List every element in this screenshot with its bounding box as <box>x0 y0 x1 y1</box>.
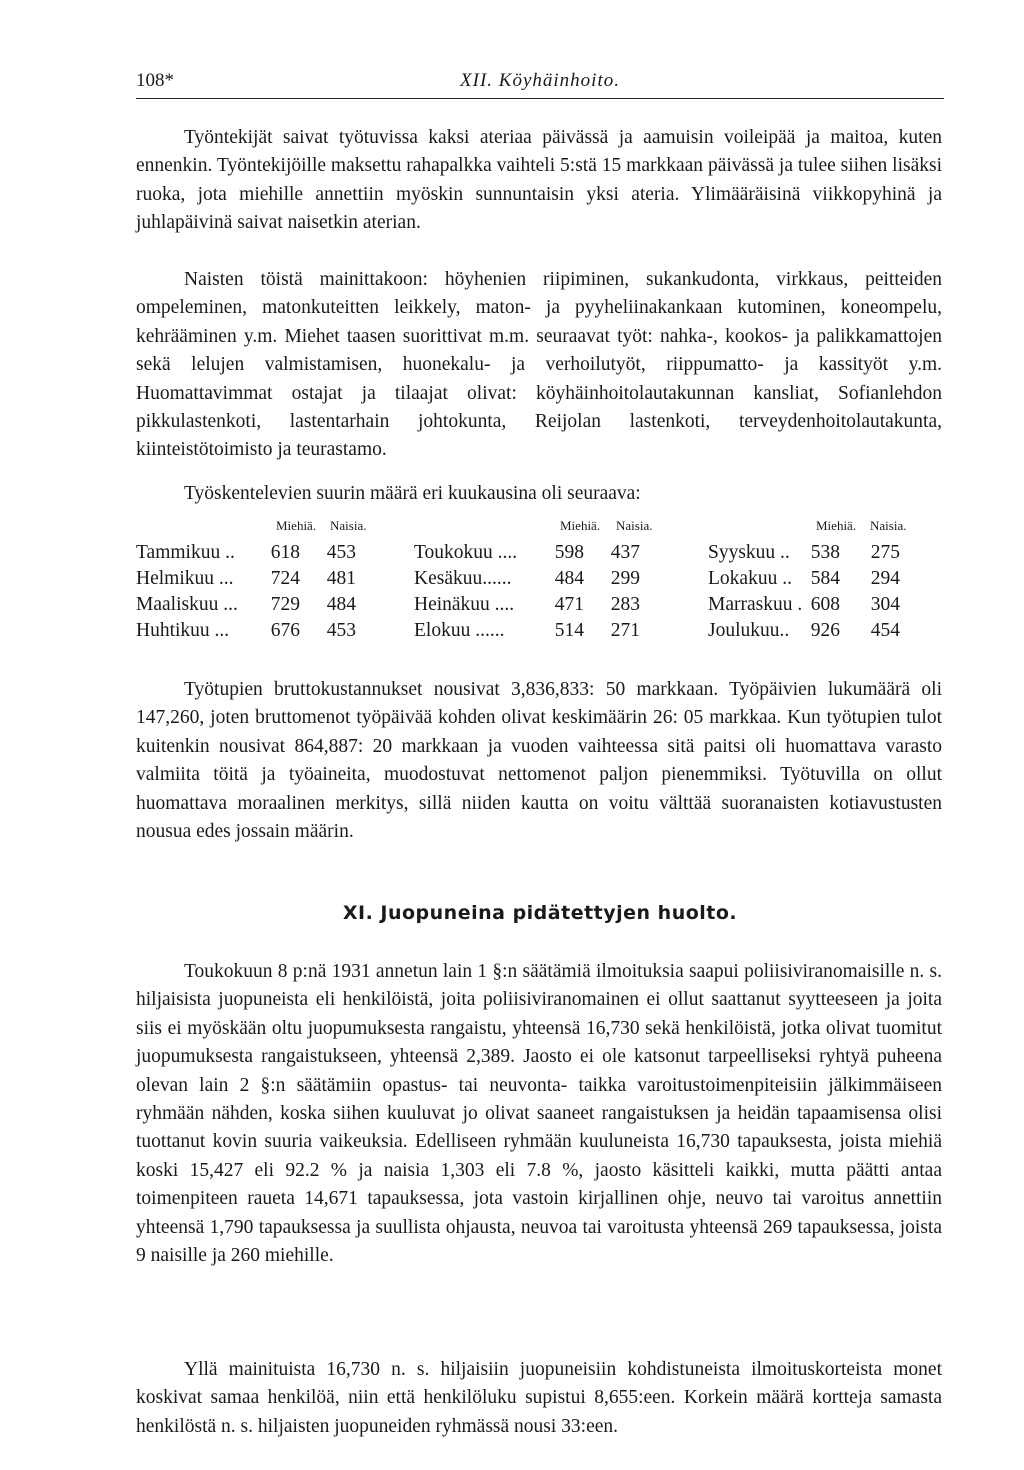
monthly-workers-table <box>136 512 944 652</box>
men-count: 471 <box>554 594 584 615</box>
men-count: 484 <box>554 568 584 589</box>
men-count: 676 <box>270 620 300 641</box>
women-count: 275 <box>870 542 900 563</box>
paragraph-table-intro: Työskentelevien suurin määrä eri kuukausina oli seuraava: <box>184 483 641 504</box>
page-header <box>136 66 944 99</box>
column-header-women: Naisia. <box>870 518 907 533</box>
page-number: 108* <box>136 70 174 91</box>
women-count: 453 <box>326 620 356 641</box>
paragraph-works: Naisten töistä mainittakoon: höyhenien riipiminen, sukankudonta, virkkaus, peitteiden ompeleminen, matonkuteitten leikkely, maton- ja pyyheliinakankaan kutominen, koneompelu, kehrääminen y.m. Miehet taasen suorittivat m.m. seuraavat työt: nahka-, kookos- ja palikkamattojen sekä lelujen valmistamisen, huonekalu- ja verhoilutyöt, riippumatto- ja kassityöt y.m. Huomattavimmat ostajat ja tilaajat olivat: köyhäinhoitolautakunnan kansliat, Sofianlehdon pikkulastenkoti, lastentarhain johtokunta, Reijolan lastenkoti, terveydenhoitolautakunta, kiinteistötoimisto ja teurastamo. <box>136 269 942 461</box>
paragraph-section-closing: Yllä mainituista 16,730 n. s. hiljaisiin juopuneisiin kohdistuneista ilmoituskorteista monet koskivat samaa henkilöä, niin että henkilöluku supistui 8,655:een. Korkein määrä kortteja samasta henkilöstä n. s. hiljaisten juopuneiden ryhmässä nousi 33:een. <box>136 1359 942 1437</box>
women-count: 481 <box>326 568 356 589</box>
column-header-women: Naisia. <box>330 518 367 533</box>
month-name: Elokuu ...... <box>414 620 505 641</box>
men-count: 598 <box>554 542 584 563</box>
women-count: 484 <box>326 594 356 615</box>
month-name: Syyskuu .. <box>708 542 790 563</box>
women-count: 294 <box>870 568 900 589</box>
month-name: Joulukuu.. <box>708 620 790 641</box>
men-count: 724 <box>270 568 300 589</box>
paragraph-meals: Työntekijät saivat työtuvissa kaksi ateriaa päivässä ja aamuisin voileipää ja maitoa, kuten ennenkin. Työntekijöille maksettu rahapalkka vaihteli 5:stä 15 markkaan päivässä ja tulee siihen lisäksi ruoka, jota miehille annettiin myöskin sunnuntaisin yksi ateria. Ylimääräisinä viikkopyhinä ja juhlapäivinä saivat naisetkin aterian. <box>136 127 942 234</box>
month-name: Tammikuu .. <box>136 542 235 563</box>
column-header-men: Miehiä. <box>816 518 857 533</box>
women-count: 271 <box>610 620 640 641</box>
paragraph-section-body: Toukokuun 8 p:nä 1931 annetun lain 1 §:n säätämiä ilmoituksia saapui poliisiviranomaisille n. s. hiljaisista juopuneista eli henkilöistä, joita poliisiviranomainen ei ollut saattanut syytteeseen ja joita siis ei myöskään oltu juopumuksesta rangaistu, yhteensä 16,730 sekä henkilöistä, jotka olivat tuomitut juopumuksesta rangaistukseen, yhteensä 2,389. Jaosto ei ole katsonut tarpeelliseksi ryhtyä puheena olevan lain 2 §:n säätämiin opastus- tai neuvonta- taikka varoitustoimenpiteisiin jälkimmäiseen ryhmään nähden, koska siihen kuuluvat jo olivat saaneet rangaistuksen ja heidän tapaamisensa olisi tuottanut kovin suuria vaikeuksia. Edelliseen ryhmään kuuluneista 16,730 tapauksesta, joista miehiä koski 15,427 eli 92.2 % ja naisia 1,303 eli 7.8 %, jaosto käsitteli kaikki, mutta päätti antaa toimenpiteen raueta 14,671 tapauksessa, jota vastoin kirjallinen ohje, neuvo tai varoitus annettiin yhteensä 1,790 tapauksessa ja suullista ohjausta, neuvoa tai varoitusta yhteensä 269 tapauksessa, joista 9 naisille ja 260 miehille. <box>136 961 942 1267</box>
men-count: 538 <box>810 542 840 563</box>
men-count: 608 <box>810 594 840 615</box>
month-name: Heinäkuu .... <box>414 594 515 615</box>
month-name: Marraskuu . <box>708 594 803 615</box>
men-count: 729 <box>270 594 300 615</box>
month-name: Lokakuu .. <box>708 568 792 589</box>
men-count: 584 <box>810 568 840 589</box>
month-name: Maaliskuu ... <box>136 594 238 615</box>
men-count: 514 <box>554 620 584 641</box>
section-heading: XI. Juopuneina pidätettyjen huolto. <box>342 902 738 924</box>
month-name: Helmikuu ... <box>136 568 234 589</box>
paragraph-costs: Työtupien bruttokustannukset nousivat 3,836,833: 50 markkaan. Työpäivien lukumäärä oli 147,260, joten bruttomenot työpäivää kohden olivat keskimäärin 26: 05 markkaa. Kun työtupien tulot kuitenkin nousivat 864,887: 20 markkaan ja vuoden vaihteessa sitä paitsi oli huomattava varasto valmiita töitä ja työaineita, muodostuvat nettomenot paljon pienemmiksi. Työtuvilla on ollut huomattava moraalinen merkitys, sillä niiden kautta on voitu välttää suoranaisten kotiavustusten nousua edes jossain määrin. <box>136 679 942 843</box>
column-header-men: Miehiä. <box>276 518 317 533</box>
column-header-women: Naisia. <box>616 518 653 533</box>
month-name: Toukokuu .... <box>414 542 518 563</box>
women-count: 437 <box>610 542 640 563</box>
month-name: Huhtikuu ... <box>136 620 230 641</box>
women-count: 454 <box>870 620 900 641</box>
women-count: 453 <box>326 542 356 563</box>
women-count: 283 <box>610 594 640 615</box>
women-count: 304 <box>870 594 900 615</box>
men-count: 618 <box>270 542 300 563</box>
women-count: 299 <box>610 568 640 589</box>
column-header-men: Miehiä. <box>560 518 601 533</box>
running-title: XII. Köyhäinhoito. <box>460 70 620 91</box>
month-name: Kesäkuu...... <box>414 568 512 589</box>
men-count: 926 <box>810 620 840 641</box>
